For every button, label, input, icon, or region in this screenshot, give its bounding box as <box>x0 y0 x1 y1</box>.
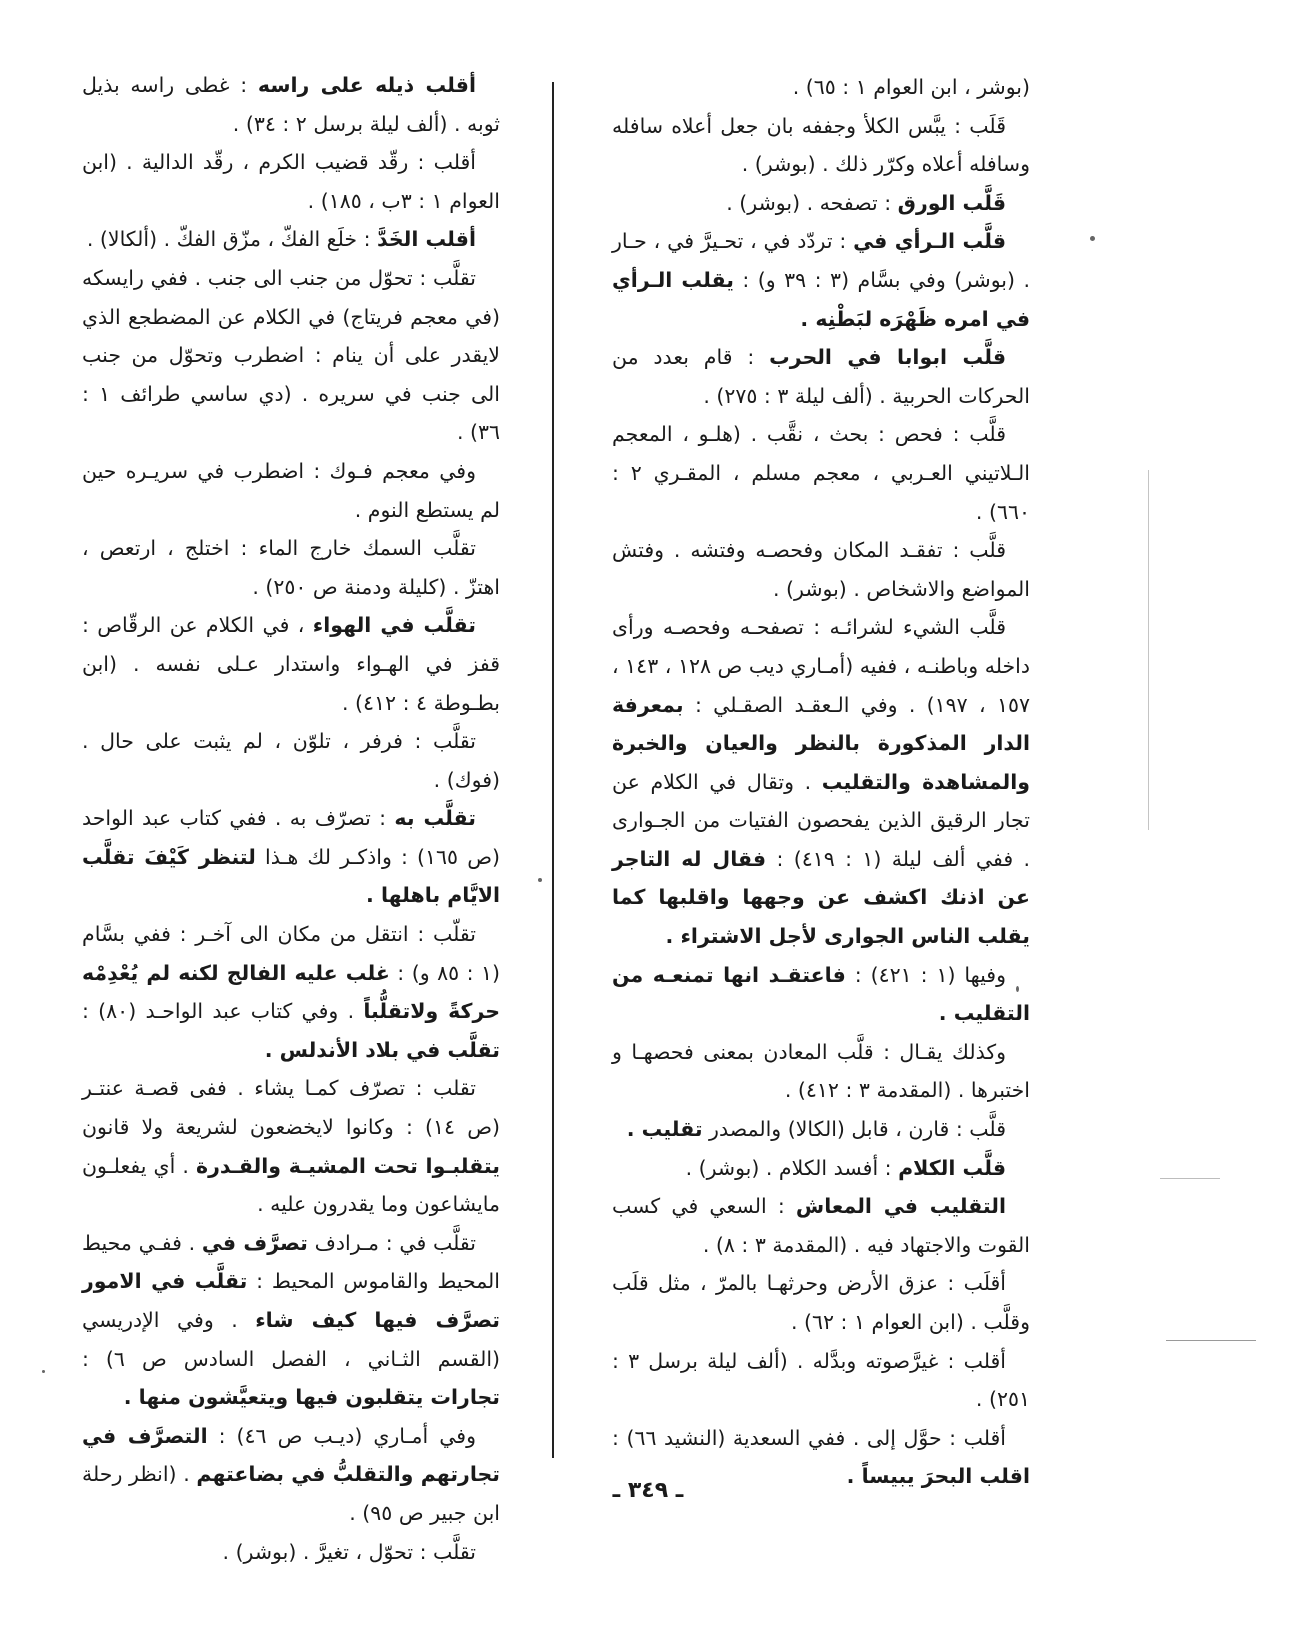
headword: قلَّب ابوابا في الحرب <box>769 345 1006 370</box>
left-column <box>82 66 500 1571</box>
scan-edge-mark <box>1160 1178 1220 1179</box>
entry-paragraph: قلَّب : فحص : بحث ، نقَّب . (هلـو ، المعجم الـلاتيني العـربي ، معجم مسلم ، المقـري ٢ : ٦٦٠) . <box>612 422 1030 524</box>
headword: قلَّب الكلام <box>898 1155 1006 1180</box>
entry-paragraph: قلَّب : قارن ، قابل (الكالا) والمصدر تقليب . <box>626 1117 1006 1142</box>
entry-paragraph: تقلَّب : تحوّل من جنب الى جنب . ففي رايسكه (في معجم فريتاج) في الكلام عن المضطجع الذي لايقدر على أن ينام : اضطرب وتحوّل من جنب الى جنب في سريره . (دي ساسي طرائف ١ : ٣٦) . <box>82 265 500 445</box>
bold-quote: يقلب الـرأي في امره ظَهْرَه لبَطْنِه . <box>612 267 1030 331</box>
headword: التقليب في المعاش <box>795 1194 1007 1219</box>
scan-speck <box>1016 986 1019 992</box>
bold-quote: تقلَّب في بلاد الأندلس . <box>264 1037 500 1062</box>
headword: قلَّب الـرأي في <box>853 229 1006 254</box>
headword: أقلب ذيله على راسه <box>257 73 476 97</box>
entry-paragraph: تقلَّب : فرفر ، تلوّن ، لم يثبت على حال . (فوك) . <box>82 729 500 792</box>
headword: قَلَّب الورق <box>897 190 1006 215</box>
right-column <box>612 68 1030 1496</box>
scan-speck <box>1090 236 1095 241</box>
scan-edge-mark <box>1166 1340 1256 1341</box>
page-number: ـ ٣٤٩ ـ <box>612 1478 684 1503</box>
scan-speck <box>538 878 542 882</box>
entry-paragraph: تقلَّب في الهواء ، في الكلام عن الرقّاص : قفز في الهـواء واستدار عـلى نفسه . (ابن بطـوطة ٤ : ٤١٢) . <box>82 613 500 715</box>
entry-paragraph: تقلَّب السمك خارج الماء : اختلج ، ارتعص ، اهتزّ . (كليلة ودمنة ص ٢٥٠) . <box>82 536 500 599</box>
bold-quote: غلب عليه الفالج لكنه لم يُعْدِمْه حركةً ولاتقلُّباً <box>82 960 501 1024</box>
entry-paragraph: قلَّب : تفقـد المكان وفحصـه وفتشه . وفتش المواضع والاشخاص . (بوشر) . <box>612 538 1030 601</box>
entry-paragraph: تقلّب : انتقل من مكان الى آخـر : ففي بسَّام (١ : ٨٥ و) : غلب عليه الفالج لكنه لم يُعْدِمْه حركةً ولاتقلُّباً . وفي كتاب عبد الواحـد (٨٠) : تقلَّب في بلاد الأندلس . <box>82 922 501 1062</box>
bold-quote: تجارات يتقلبون فيها ويتعيَّشون منها . <box>123 1385 500 1410</box>
bold-quote: يتقلبـوا تحت المشيـة والقـدرة <box>196 1153 500 1178</box>
scan-edge-mark <box>1148 470 1149 830</box>
bold-quote: تقلَّب في الامور تصرَّف فيها كيف شاء <box>82 1269 500 1332</box>
entry-paragraph: قلَّب ابوابا في الحرب : قام بعدد من الحركات الحربية . (ألف ليلة ٣ : ٢٧٥) . <box>612 345 1030 408</box>
entry-paragraph: تقلَّب به : تصرّف به . ففي كتاب عبد الواحد (ص ١٦٥) : واذكـر لك هـذا لتنظر كَيْفَ تقلَّب الايَّام باهلها . <box>82 806 500 908</box>
entry-paragraph: أقلب الخَدَّ : خلَع الفكّ ، مزّق الفكّ . (ألكالا) . <box>86 227 476 252</box>
entry-paragraph: قلَّب الكلام : أفسد الكلام . (بوشر) . <box>685 1155 1006 1180</box>
entry-paragraph: وكذلك يقـال : قلَّب المعادن بمعنى فحصهـا و اختبرها . (المقدمة ٣ : ٤١٢) . <box>612 1039 1030 1103</box>
headword: تقلَّب به <box>394 806 476 831</box>
entry-paragraph: تقلَّب في : مـرادف تصرَّف في . ففـي محيط المحيط والقاموس المحيط : تقلَّب في الامور تصرَّف فيها كيف شاء . وفي الإدريسي (القسم الثـاني ، الفصل السادس ص ٦) : تجارات يتقلبون فيها ويتعيَّشون منها . <box>82 1230 501 1410</box>
entry-paragraph: أقلب : حوَّل إلى . ففي السعدية (النشيد ٦٦) : اقلب البحرَ يبيساً . <box>612 1425 1030 1489</box>
entry-paragraph: قَلَّب الورق : تصفحه . (بوشر) . <box>726 190 1006 215</box>
bold-quote: تقليب . <box>626 1117 703 1142</box>
entry-paragraph: أقلب : رقّد قضيب الكرم ، رقّد الدالية . (ابن العوام ١ : ٣ب ، ١٨٥) . <box>82 150 500 213</box>
entry-paragraph: قَلَب : يبَّس الكلأ وجففه بان جعل أعلاه سافله وسافله أعلاه وكرّر ذلك . (بوشر) . <box>612 113 1030 177</box>
headword: تقلَّب في الهواء <box>312 613 476 638</box>
bold-quote: فاعتقـد انها تمنعـه من التقليب . <box>612 962 1030 1026</box>
scan-speck <box>42 1370 45 1373</box>
entry-paragraph: أقلب ذيله على راسه : غطى راسه بذيل ثوبه . (ألف ليلة برسل ٢ : ٣٤) . <box>82 73 500 136</box>
entry-paragraph: أقلب : غيرَّصوته وبدَّله . (ألف ليلة برسل ٣ : ٢٥١) . <box>612 1348 1030 1412</box>
entry-paragraph: تقلَّب : تحوّل ، تغيرَّ . (بوشر) . <box>222 1539 476 1564</box>
entry-paragraph: قلَّب الشيء لشرائـه : تصفحـه وفحصـه ورأى داخله وباطنـه ، ففيه (أمـاري ديب ص ١٢٨ ، ١٤٣ ، ١٥٧ ، ١٩٧) . وفي الـعقـد الصقـلي : بمعرفة الدار المذكورة بالنظر والعيان والخبرة والمشاهدة والتقليب . وتقال في الكلام عن تجار الرقيق الذين يفحصون الفتيات من الجـوارى . ففي ألف ليلة (١ : ٤١٩) : فقال له التاجر عن اذنك اكشف عن وجهها واقلبها كما يقلب الناس الجوارى لأجل الاشتراء . <box>612 615 1031 949</box>
entry-paragraph: قلَّب الـرأي في : تردّد في ، تحـيرَّ في ، حـار . (بوشر) وفي بسَّام (٣ : ٣٩ و) : يقلب الـرأي في امره ظَهْرَه لبَطْنِه . <box>612 229 1030 331</box>
entry-paragraph: وفيها (١ : ٤٢١) : فاعتقـد انها تمنعـه من التقليب . <box>612 962 1030 1026</box>
entry-paragraph: أقلَب : عزق الأرض وحرثهـا بالمرّ ، مثل قلَب وقلَّب . (ابن العوام ١ : ٦٢) . <box>612 1271 1030 1334</box>
bold-quote: فقال له التاجر عن اذنك اكشف عن وجهها واقلبها كما يقلب الناس الجوارى لأجل الاشتراء . <box>612 846 1030 949</box>
bold-quote: لتنظر كَيْفَ تقلَّب الايَّام باهلها . <box>82 844 500 908</box>
entry-paragraph: وفي معجم فـوك : اضطرب في سريـره حين لم يستطع النوم . <box>82 458 500 522</box>
bold-quote: تصرَّف في <box>201 1230 308 1255</box>
entry-paragraph: (بوشر ، ابن العوام ١ : ٦٥) . <box>792 75 1030 99</box>
entry-paragraph: تقلب : تصرّف كمـا يشاء . ففى قصـة عنتـر (ص ١٤) : وكانوا لايخضعون لشريعة ولا قانون يتقلبـوا تحت المشيـة والقـدرة . أي يفعلـون مايشاعون وما يقدرون عليه . <box>82 1076 500 1217</box>
column-divider <box>552 82 554 1458</box>
bold-quote: التصرَّف في تجارتهم والتقلبُّ في بضاعتهم <box>82 1423 500 1487</box>
entry-paragraph: وفي أمـاري (ديـب ص ٤٦) : التصرَّف في تجارتهم والتقلبُّ في بضاعتهم . (انظر رحلة ابن جبير ص ٩٥) . <box>82 1423 500 1525</box>
headword: أقلب الخَدَّ <box>377 227 476 252</box>
entry-paragraph: التقليب في المعاش : السعي في كسب القوت والاجتهاد فيه . (المقدمة ٣ : ٨) . <box>612 1194 1030 1257</box>
bold-quote: اقلب البحرَ يبيساً . <box>846 1464 1030 1489</box>
bold-quote: بمعرفة الدار المذكورة بالنظر والعيان والخبرة والمشاهدة والتقليب <box>612 692 1031 794</box>
